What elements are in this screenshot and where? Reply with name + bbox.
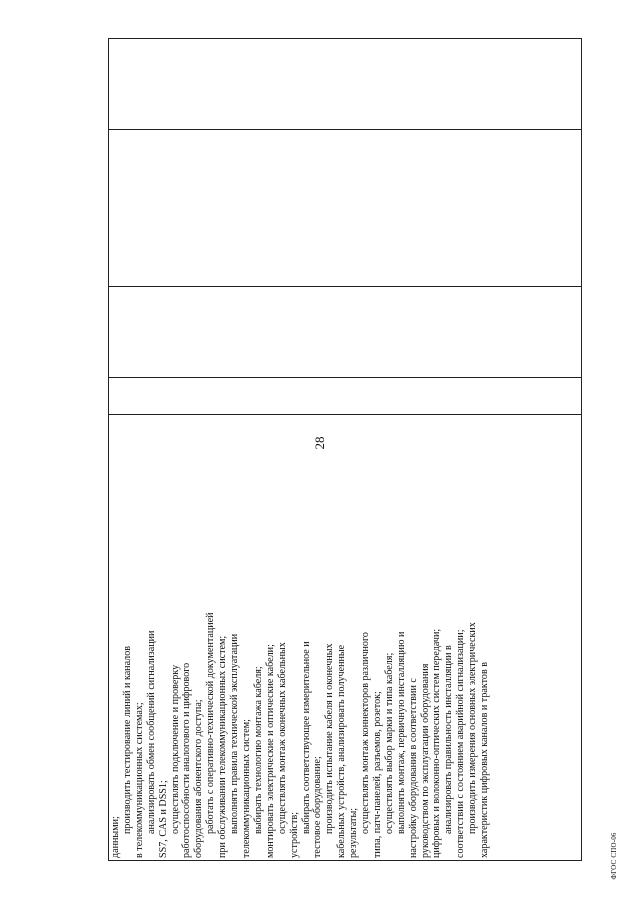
skill-line: оборудования абонентского доступа; [193, 699, 205, 858]
skill-line: анализировать обмен сообщений сигнализации [145, 630, 157, 834]
table-column-divider [109, 377, 581, 378]
skills-list-cell [108, 486, 582, 861]
skill-line: кабельных устройств, анализировать полученные [336, 644, 348, 858]
skill-line: руководством по эксплуатации оборудования [419, 663, 431, 858]
skill-line: осуществлять выбор марки и типа кабеля; [383, 652, 395, 834]
skill-line: анализировать правильность инсталляции в [443, 645, 455, 834]
skill-line: соответствии с состоянием аварийной сигнализации; [455, 629, 467, 858]
skill-line: осуществлять монтаж оконечных кабельных [276, 642, 288, 834]
skill-line: выполнять правила технической эксплуатации [229, 633, 241, 834]
skill-line: характеристик цифровых каналов и трактов в [479, 661, 491, 858]
table-column-divider [109, 129, 581, 130]
page-number: 28 [312, 436, 327, 450]
skill-line: данными; [110, 816, 121, 858]
skill-line: осуществлять монтаж коннекторов различного [360, 632, 372, 834]
skill-line: производить тестирование линий и каналов [121, 645, 133, 834]
skill-line: результаты; [348, 807, 360, 858]
skill-line: тестовое оборудование; [312, 756, 324, 858]
skill-line: работоспособности аналогового и цифрового [181, 662, 193, 858]
skill-line: выбирать соответствующее измерительное и [300, 641, 312, 834]
skill-line: производить измерения основных электрических [467, 622, 479, 834]
skill-line: настройку оборудования в соответствии с [407, 678, 419, 858]
skill-line: телекоммуникационных систем; [240, 719, 252, 858]
skill-line: работать с оперативно-технической документацией [205, 612, 217, 834]
table-column-divider [109, 414, 581, 415]
skill-line: производить испытание кабеля и оконечных [324, 643, 336, 834]
skill-line: в телекоммуникационных системах; [133, 702, 145, 858]
skill-line: осуществлять подключение и проверку [169, 664, 181, 834]
skill-line: выполнять монтаж, первичную инсталляцию и [395, 631, 407, 834]
skill-line: цифровых и волоконно-оптических систем передачи; [431, 628, 443, 858]
skill-line: выбирать технологию монтажа кабеля; [252, 666, 264, 834]
skill-line: устройств; [288, 811, 300, 858]
skill-line: монтировать электрические и оптические кабели; [264, 644, 276, 858]
footer-code: ФГОС СПО-06 [610, 832, 618, 880]
skill-line: типа, патч-панелей, разъемов, розеток; [371, 691, 383, 858]
skill-line: SS7, CAS и DSS1; [157, 780, 169, 858]
table-column-divider [109, 286, 581, 287]
skill-line: при обслуживании телекоммуникационных систем; [217, 635, 229, 858]
